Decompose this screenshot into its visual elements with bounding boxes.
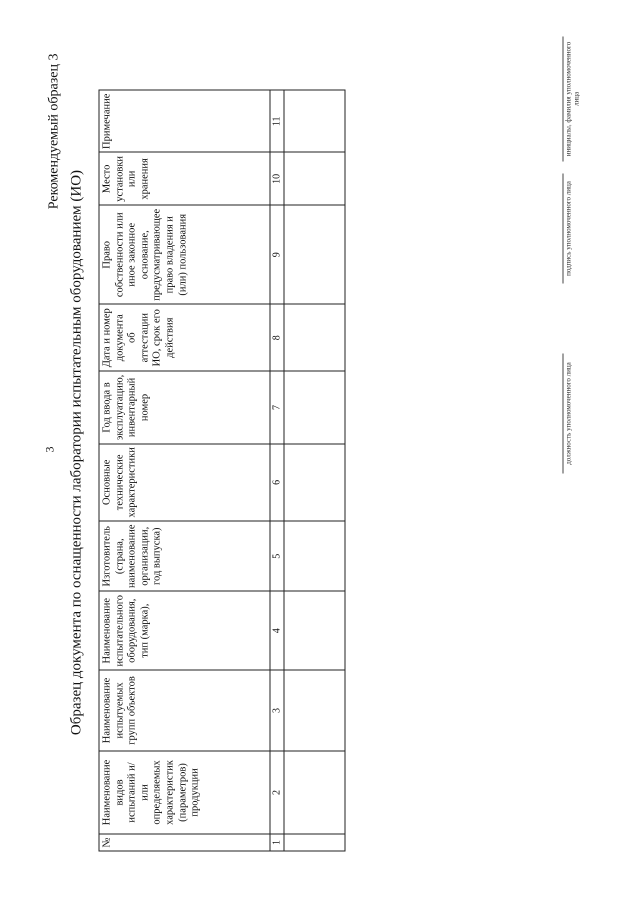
header-cell-characteristics: Основные технические характеристики [99,444,270,521]
name-label: инициалы, фамилия уполномоченного лица [563,37,581,162]
position-label: должность уполномоченного лица [563,354,573,474]
empty-cell [284,591,345,670]
empty-cell [284,90,345,152]
column-number: 7 [270,371,284,443]
column-number: 6 [270,444,284,521]
table-empty-row [284,90,345,851]
rotated-page-content [43,32,598,874]
column-number: 1 [270,834,284,851]
signature-label: подпись уполномоченного лица [563,174,573,284]
header-cell-note: Примечание [99,90,270,152]
empty-cell [284,670,345,751]
column-number: 5 [270,521,284,591]
empty-cell [284,371,345,443]
column-number: 3 [270,670,284,751]
header-cell-certification: Дата и номер документа об аттестации ИО, срок его действия [99,304,270,371]
header-cell-ownership: Право собственности или иное законное основание, предусматривающее право владения и (или) пользования [99,205,270,304]
table-header-row [99,90,270,851]
header-cell-object-groups: Наименование испытуемых групп объектов [99,670,270,751]
column-number: 4 [270,591,284,670]
column-number: 2 [270,751,284,834]
empty-cell [284,751,345,834]
table-number-row [270,90,284,851]
header-cell-equipment-name: Наименование испытательного оборудования, тип (марка), [99,591,270,670]
equipment-table-wrap [99,90,346,852]
header-cell-commissioning-year: Год ввода в эксплуатацию, инвентарный номер [99,371,270,443]
column-number: 9 [270,205,284,304]
column-number: 11 [270,90,284,152]
header-cell-number: № [99,834,270,851]
empty-cell [284,304,345,371]
empty-cell [284,834,345,851]
column-number: 8 [270,304,284,371]
header-cell-test-types: Наименование видов испытаний и/или определяемых характеристик (параметров) продукции [99,751,270,834]
page-number: 3 [42,446,57,453]
document-title: Образец документа по оснащенности лаборатории испытательным оборудованием (ИО) [68,169,85,736]
sample-note: Рекомендуемый образец 3 [46,53,62,210]
empty-cell [284,205,345,304]
header-cell-manufacturer: Изготовитель (страна, наименование организации, год выпуска) [99,521,270,591]
equipment-table [99,90,346,852]
empty-cell [284,444,345,521]
column-number: 10 [270,152,284,205]
empty-cell [284,152,345,205]
header-cell-location: Место установки или хранения [99,152,270,205]
empty-cell [284,521,345,591]
